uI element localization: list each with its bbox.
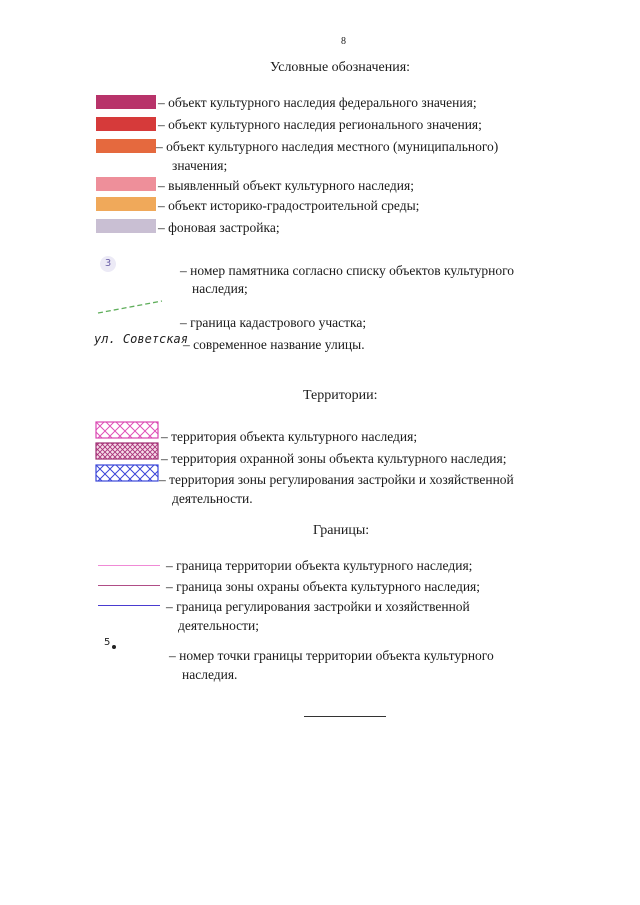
- border-regulation-2: деятельности;: [178, 618, 260, 633]
- border-point-dot: [112, 645, 116, 649]
- protection-border-line: [98, 585, 160, 586]
- territory-object: – территория объекта культурного наследия;: [161, 429, 418, 444]
- protection-territory-swatch: [95, 442, 159, 460]
- legend-street: – современное название улицы.: [183, 337, 365, 352]
- federal-swatch: [96, 95, 156, 109]
- legend-historic: – объект историко-градостроительной среды;: [158, 198, 420, 213]
- legend-local-1: – объект культурного наследия местного (муниципального): [156, 139, 499, 154]
- borders-title: Границы:: [313, 523, 370, 538]
- monument-number-marker: 3: [100, 256, 116, 272]
- territories-title: Территории:: [303, 388, 378, 403]
- legend-number-2: наследия;: [192, 281, 248, 296]
- border-point-2: наследия.: [182, 667, 238, 682]
- border-point-1: – номер точки границы территории объекта культурного: [169, 648, 494, 663]
- border-protection: – граница зоны охраны объекта культурного наследия;: [166, 579, 481, 594]
- legend-background: – фоновая застройка;: [158, 220, 280, 235]
- regional-swatch: [96, 117, 156, 131]
- regulation-territory-swatch: [95, 464, 159, 482]
- street-name-sample: ул. Советская: [94, 332, 188, 346]
- territory-regulation-2: деятельности.: [172, 491, 253, 506]
- legend-federal: – объект культурного наследия федерального значения;: [158, 95, 477, 110]
- border-regulation-1: – граница регулирования застройки и хозяйственной: [166, 599, 470, 614]
- legend-identified: – выявленный объект культурного наследия;: [158, 178, 414, 193]
- closing-separator: [304, 716, 386, 717]
- local-swatch: [96, 139, 156, 153]
- territory-protection: – территория охранной зоны объекта культурного наследия;: [161, 451, 507, 466]
- legend-number-1: – номер памятника согласно списку объектов культурного: [180, 263, 515, 278]
- cadastral-line-sample: [96, 298, 164, 316]
- legend-title: Условные обозначения:: [270, 60, 411, 75]
- object-border-line: [98, 565, 160, 566]
- page-number: 8: [341, 36, 346, 47]
- historic-swatch: [96, 197, 156, 211]
- identified-swatch: [96, 177, 156, 191]
- legend-cadastral: – граница кадастрового участка;: [180, 315, 367, 330]
- legend-regional: – объект культурного наследия регионального значения;: [158, 117, 482, 132]
- territory-regulation-1: – территория зоны регулирования застройки и хозяйственной: [159, 472, 514, 487]
- background-swatch: [96, 219, 156, 233]
- regulation-border-line: [98, 605, 160, 606]
- object-territory-swatch: [95, 421, 159, 439]
- border-object: – граница территории объекта культурного наследия;: [166, 558, 473, 573]
- border-point-marker: 5: [104, 637, 111, 648]
- legend-local-2: значения;: [172, 158, 228, 173]
